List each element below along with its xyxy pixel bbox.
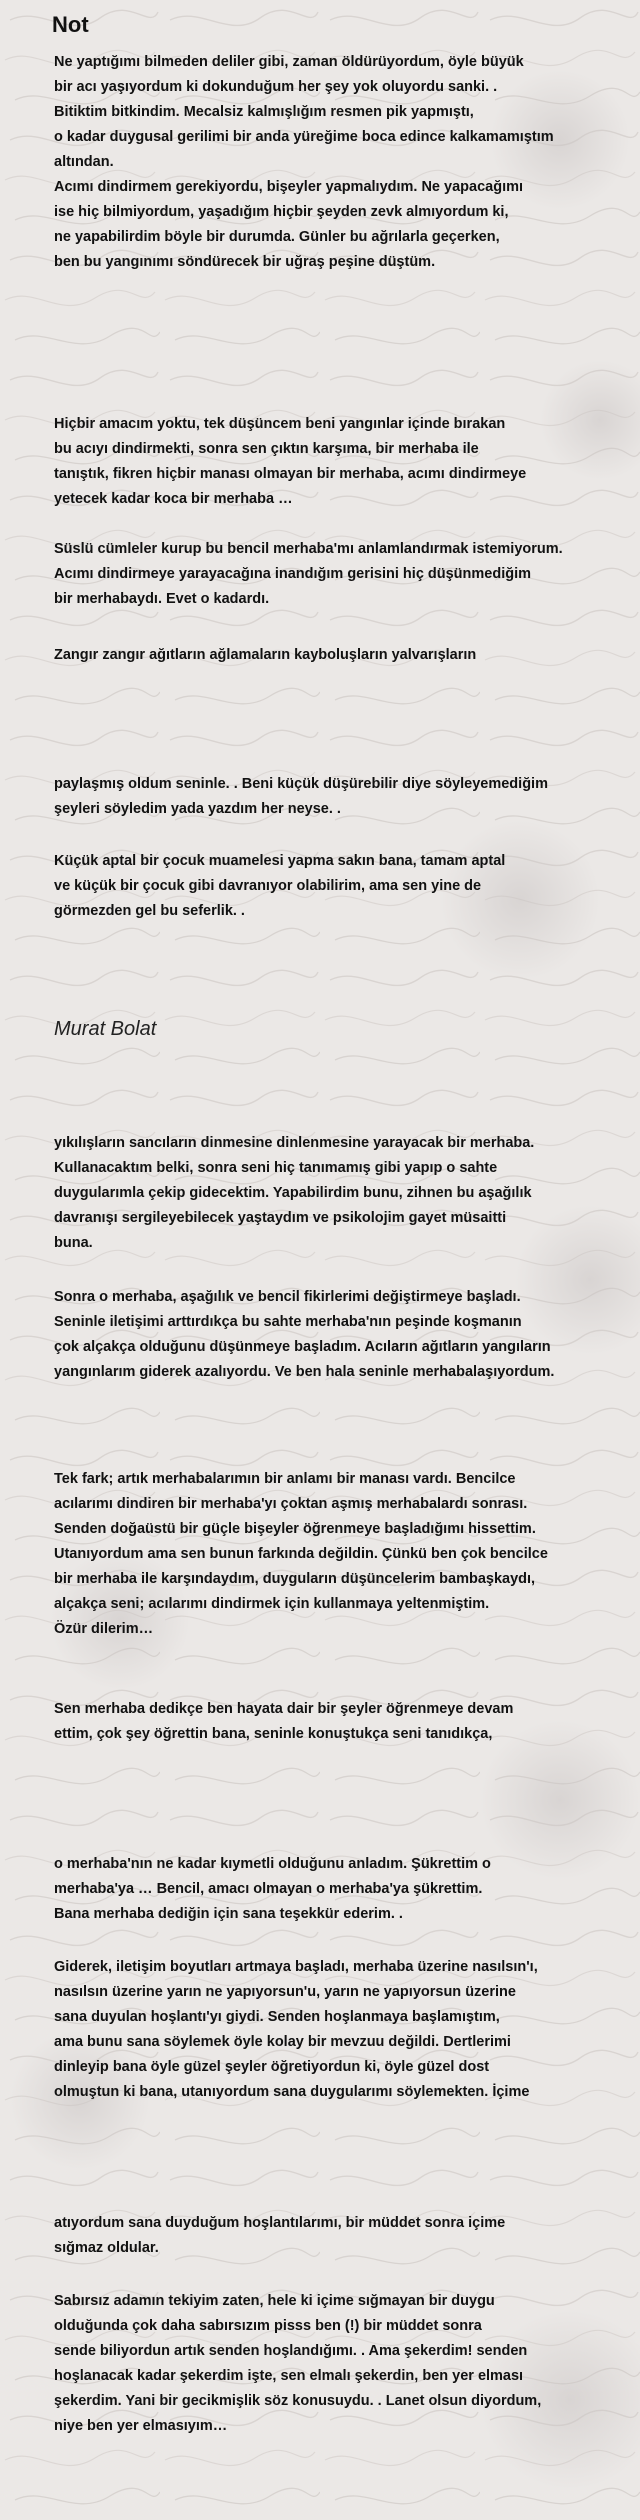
text-line: Zangır zangır ağıtların ağlamaların kayboluşların yalvarışların (54, 647, 477, 663)
text-line: Senden doğaüstü bir güçle bişeyler öğrenmeye başladığımı hissettim. (54, 1521, 536, 1537)
paragraph (54, 412, 624, 512)
text-line: Bana merhaba dediğin için sana teşekkür ederim. . (54, 1906, 403, 1922)
text-line: çok alçakça olduğunu düşünmeye başladım. Acıların ağıtların yangıların (54, 1339, 551, 1355)
text-line: hoşlanacak kadar şekerdim işte, sen elmalı şekerdin, ben yer elması (54, 2368, 524, 2384)
paragraph (54, 2289, 624, 2439)
text-line: şeyleri söyledim yada yazdım her neyse. . (54, 801, 341, 817)
paragraph (54, 1697, 624, 1747)
paragraph (54, 2211, 624, 2261)
paragraph (54, 849, 624, 924)
text-line: dinleyip bana öyle güzel şeyler öğretiyordun ki, öyle güzel dost (54, 2059, 490, 2075)
text-line: atıyordum sana duyduğum hoşlantılarımı, bir müddet sonra içime (54, 2215, 506, 2231)
text-line: bir merhabaydı. Evet o kadardı. (54, 591, 270, 607)
text-line: yangınlarım giderek azalıyordu. Ve ben hala seninle merhabalaşıyordum. (54, 1364, 555, 1380)
text-line: niye ben yer elmasıyım… (54, 2418, 228, 2434)
text-line: bir acı yaşıyordum ki dokunduğum her şey yok oluyordu sanki. . (54, 79, 498, 95)
text-line: şekerdim. Yani bir gecikmişlik söz konusuydu. . Lanet olsun diyordum, (54, 2393, 542, 2409)
text-line: Hiçbir amacım yoktu, tek düşüncem beni yangınlar içinde bırakan (54, 416, 506, 432)
text-line: görmezden gel bu seferlik. . (54, 903, 245, 919)
paragraph (54, 537, 624, 612)
text-line: Sabırsız adamın tekiyim zaten, hele ki içime sığmayan bir duygu (54, 2293, 495, 2309)
text-line: sana duyulan hoşlantı'yı giydi. Senden hoşlanmaya başlamıştım, (54, 2009, 500, 2025)
text-line: tanıştık, fikren hiçbir manası olmayan bir merhaba, acımı dindirmeye (54, 466, 527, 482)
text-line: Sonra o merhaba, aşağılık ve bencil fikirlerimi değiştirmeye başladı. (54, 1289, 521, 1305)
text-line: ise hiç bilmiyordum, yaşadığım hiçbir şeyden zevk almıyordum ki, (54, 204, 509, 220)
text-line: yetecek kadar koca bir merhaba … (54, 491, 293, 507)
paragraph (54, 772, 624, 822)
text-line: altından. (54, 154, 114, 170)
text-line: merhaba'ya … Bencil, amacı olmayan o merhaba'ya şükrettim. (54, 1881, 483, 1897)
paragraph (54, 1852, 624, 1927)
text-line: sığmaz oldular. (54, 2240, 159, 2256)
author-name: Murat Bolat (54, 1018, 157, 1040)
text-line: bu acıyı dindirmekti, sonra sen çıktın karşıma, bir merhaba ile (54, 441, 479, 457)
text-line: ben bu yangınımı söndürecek bir uğraş peşine düştüm. (54, 254, 436, 270)
text-line: Bitiktim bitkindim. Mecalsiz kalmışlığım resmen pik yapmıştı, (54, 104, 474, 120)
text-line: Giderek, iletişim boyutları artmaya başladı, merhaba üzerine nasılsın'ı, (54, 1959, 538, 1975)
page-title: Not (52, 12, 89, 37)
text-line: o merhaba'nın ne kadar kıymetli olduğunu anladım. Şükrettim o (54, 1856, 491, 1872)
text-line: Seninle iletişimi arttırdıkça bu sahte merhaba'nın peşinde koşmanın (54, 1314, 522, 1330)
text-line: alçakça seni; acılarımı dindirmek için kullanmaya yeltenmiştim. (54, 1596, 490, 1612)
text-line: Küçük aptal bir çocuk muamelesi yapma sakın bana, tamam aptal (54, 853, 506, 869)
text-line: nasılsın üzerine yarın ne yapıyorsun'u, yarın ne yapıyorsun üzerine (54, 1984, 516, 2000)
paragraph (54, 643, 624, 668)
text-line: buna. (54, 1235, 93, 1251)
text-line: sende biliyordun artık senden hoşlandığımı. . Ama şekerdim! senden (54, 2343, 528, 2359)
text-line: Kullanacaktım belki, sonra seni hiç tanımamış gibi yapıp o sahte (54, 1160, 498, 1176)
text-line: olduğunda çok daha sabırsızım pisss ben (!) bir müddet sonra (54, 2318, 482, 2334)
paragraph (54, 1467, 624, 1642)
paragraph (54, 1285, 624, 1385)
paragraph (54, 1131, 624, 1256)
text-line: Ne yaptığımı bilmeden deliler gibi, zaman öldürüyordum, öyle büyük (54, 54, 524, 70)
text-line: Utanıyordum ama sen bunun farkında değildin. Çünkü ben çok bencilce (54, 1546, 548, 1562)
text-line: davranışı sergileyebilecek yaştaydım ve psikolojim gayet müsaitti (54, 1210, 507, 1226)
paragraph (54, 50, 624, 275)
text-line: Acımı dindirmeye yarayacağına inandığım gerisini hiç düşünmediğim (54, 566, 532, 582)
text-line: paylaşmış oldum seninle. . Beni küçük düşürebilir diye söyleyemediğim (54, 776, 548, 792)
text-line: Süslü cümleler kurup bu bencil merhaba'mı anlamlandırmak istemiyorum. (54, 541, 563, 557)
text-line: Acımı dindirmem gerekiyordu, bişeyler yapmalıydım. Ne yapacağımı (54, 179, 524, 195)
text-line: ettim, çok şey öğrettin bana, seninle konuştukça seni tanıdıkça, (54, 1726, 493, 1742)
text-line: bir merhaba ile karşındaydım, duyguların düşüncelerim bambaşkaydı, (54, 1571, 536, 1587)
text-line: duygularımla çekip gidecektim. Yapabilirdim bunu, zihnen bu aşağılık (54, 1185, 532, 1201)
text-line: o kadar duygusal gerilimi bir anda yüreğime boca edince kalkamamıştım (54, 129, 554, 145)
text-line: Tek fark; artık merhabalarımın bir anlamı bir manası vardı. Bencilce (54, 1471, 516, 1487)
text-line: Sen merhaba dedikçe ben hayata dair bir şeyler öğrenmeye devam (54, 1701, 514, 1717)
text-line: ve küçük bir çocuk gibi davranıyor olabilirim, ama sen yine de (54, 878, 482, 894)
text-line: yıkılışların sancıların dinmesine dinlenmesine yarayacak bir merhaba. (54, 1135, 535, 1151)
text-line: ne yapabilirdim böyle bir durumda. Günler bu ağrılarla geçerken, (54, 229, 500, 245)
text-line: ama bunu sana söylemek öyle kolay bir mevzuu değildi. Dertlerimi (54, 2034, 511, 2050)
text-line: acılarımı dindiren bir merhaba'yı çoktan aşmış merhabalardı sonrası. (54, 1496, 528, 1512)
text-line: Özür dilerim… (54, 1621, 154, 1637)
text-line: olmuştun ki bana, utanıyordum sana duygularımı söylemekten. İçime (54, 2084, 530, 2100)
paragraph (54, 1955, 624, 2105)
